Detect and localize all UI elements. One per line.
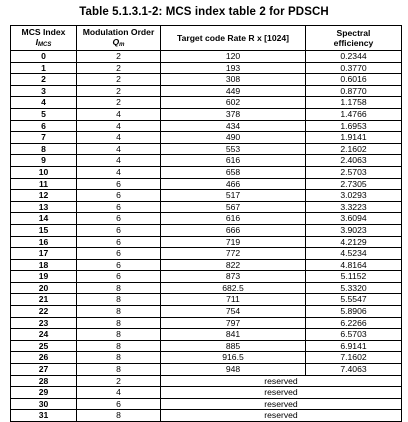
target-code-rate-cell: 948 [161, 364, 306, 376]
mcs-index-cell: 1 [11, 62, 77, 74]
header-spectral-efficiency-line2: efficiency [333, 38, 374, 48]
table-row [11, 62, 402, 74]
modulation-order-cell: 8 [77, 294, 161, 306]
table-row [11, 259, 402, 271]
modulation-order-cell: 6 [77, 398, 161, 410]
target-code-rate-cell: 754 [161, 306, 306, 318]
table-row [11, 74, 402, 86]
spectral-efficiency-cell: 6.2266 [306, 317, 402, 329]
mcs-index-cell: 0 [11, 51, 77, 63]
header-spectral-efficiency-line1: Spectral [336, 28, 371, 38]
table-row [11, 132, 402, 144]
mcs-index-cell: 10 [11, 166, 77, 178]
table-row [11, 340, 402, 352]
header-mcs-index-symbol: I [35, 36, 39, 47]
modulation-order-cell: 2 [77, 85, 161, 97]
modulation-order-cell: 8 [77, 306, 161, 318]
target-code-rate-cell: 602 [161, 97, 306, 109]
header-target-code-rate [161, 26, 306, 51]
modulation-order-cell: 6 [77, 178, 161, 190]
target-code-rate-cell: 517 [161, 190, 306, 202]
table-row [11, 282, 402, 294]
table-row [11, 306, 402, 318]
table-caption: Table 5.1.3.1-2: MCS index table 2 for PDSCH [79, 6, 329, 18]
spectral-efficiency-cell: 2.1602 [306, 143, 402, 155]
table-row [11, 201, 402, 213]
target-code-rate-cell: 666 [161, 224, 306, 236]
reserved-cell: reserved [161, 387, 402, 399]
target-code-rate-cell: 434 [161, 120, 306, 132]
mcs-index-cell: 30 [11, 398, 77, 410]
modulation-order-cell: 8 [77, 352, 161, 364]
mcs-index-cell: 17 [11, 248, 77, 260]
table-row [11, 155, 402, 167]
table-row [11, 190, 402, 202]
reserved-cell: reserved [161, 375, 402, 387]
modulation-order-cell: 4 [77, 108, 161, 120]
modulation-order-cell: 2 [77, 375, 161, 387]
table-row [11, 120, 402, 132]
modulation-order-cell: 4 [77, 132, 161, 144]
table-row [11, 85, 402, 97]
spectral-efficiency-cell: 3.3223 [306, 201, 402, 213]
header-row [11, 26, 402, 51]
table-row [11, 178, 402, 190]
modulation-order-cell: 4 [77, 143, 161, 155]
mcs-index-cell: 31 [11, 410, 77, 422]
target-code-rate-cell: 553 [161, 143, 306, 155]
table-row [11, 364, 402, 376]
table-row [11, 248, 402, 260]
spectral-efficiency-cell: 1.1758 [306, 97, 402, 109]
mcs-index-cell: 13 [11, 201, 77, 213]
target-code-rate-cell: 616 [161, 213, 306, 225]
modulation-order-cell: 8 [77, 410, 161, 422]
table-row [11, 166, 402, 178]
table-row [11, 294, 402, 306]
mcs-index-cell: 8 [11, 143, 77, 155]
modulation-order-cell: 6 [77, 190, 161, 202]
spectral-efficiency-cell: 0.3770 [306, 62, 402, 74]
mcs-index-cell: 14 [11, 213, 77, 225]
modulation-order-cell: 8 [77, 317, 161, 329]
mcs-index-cell: 5 [11, 108, 77, 120]
target-code-rate-cell: 822 [161, 259, 306, 271]
target-code-rate-cell: 719 [161, 236, 306, 248]
mcs-index-cell: 6 [11, 120, 77, 132]
modulation-order-cell: 4 [77, 166, 161, 178]
spectral-efficiency-cell: 6.5703 [306, 329, 402, 341]
table-row [11, 108, 402, 120]
mcs-index-cell: 27 [11, 364, 77, 376]
table-row [11, 375, 402, 387]
mcs-index-cell: 23 [11, 317, 77, 329]
header-modulation-order-label: Modulation Order [82, 26, 155, 37]
mcs-index-cell: 25 [11, 340, 77, 352]
modulation-order-cell: 8 [77, 329, 161, 341]
target-code-rate-cell: 193 [161, 62, 306, 74]
table-row [11, 398, 402, 410]
target-code-rate-cell: 658 [161, 166, 306, 178]
target-code-rate-cell: 567 [161, 201, 306, 213]
header-mcs-index-subscript: MCS [38, 41, 52, 48]
mcs-index-cell: 3 [11, 85, 77, 97]
spectral-efficiency-cell: 7.4063 [306, 364, 402, 376]
mcs-index-cell: 20 [11, 282, 77, 294]
table-body [11, 51, 402, 422]
table-row [11, 143, 402, 155]
spectral-efficiency-cell: 4.2129 [306, 236, 402, 248]
target-code-rate-cell: 308 [161, 74, 306, 86]
spectral-efficiency-cell: 2.7305 [306, 178, 402, 190]
modulation-order-cell: 8 [77, 364, 161, 376]
target-code-rate-cell: 378 [161, 108, 306, 120]
mcs-index-cell: 22 [11, 306, 77, 318]
modulation-order-cell: 6 [77, 248, 161, 260]
spectral-efficiency-cell: 5.1152 [306, 271, 402, 283]
modulation-order-cell: 2 [77, 74, 161, 86]
modulation-order-cell: 6 [77, 271, 161, 283]
modulation-order-cell: 6 [77, 259, 161, 271]
target-code-rate-cell: 449 [161, 85, 306, 97]
target-code-rate-cell: 682.5 [161, 282, 306, 294]
reserved-cell: reserved [161, 410, 402, 422]
mcs-index-cell: 28 [11, 375, 77, 387]
table-row [11, 236, 402, 248]
header-spectral-efficiency [306, 26, 402, 51]
target-code-rate-cell: 490 [161, 132, 306, 144]
mcs-index-cell: 4 [11, 97, 77, 109]
target-code-rate-cell: 616 [161, 155, 306, 167]
mcs-index-cell: 9 [11, 155, 77, 167]
header-mcs-index-label: MCS Index [21, 26, 66, 37]
table-row [11, 271, 402, 283]
spectral-efficiency-cell: 3.6094 [306, 213, 402, 225]
spectral-efficiency-cell: 1.6953 [306, 120, 402, 132]
modulation-order-cell: 4 [77, 387, 161, 399]
spectral-efficiency-cell: 3.9023 [306, 224, 402, 236]
mcs-index-cell: 16 [11, 236, 77, 248]
mcs-index-cell: 29 [11, 387, 77, 399]
target-code-rate-cell: 797 [161, 317, 306, 329]
modulation-order-cell: 6 [77, 236, 161, 248]
mcs-index-cell: 2 [11, 74, 77, 86]
table-row [11, 387, 402, 399]
spectral-efficiency-cell: 6.9141 [306, 340, 402, 352]
mcs-index-cell: 26 [11, 352, 77, 364]
mcs-index-table [10, 25, 402, 422]
mcs-index-cell: 15 [11, 224, 77, 236]
header-target-code-rate-label: Target code Rate R x [1024] [176, 33, 290, 43]
spectral-efficiency-cell: 2.5703 [306, 166, 402, 178]
spectral-efficiency-cell: 3.0293 [306, 190, 402, 202]
target-code-rate-cell: 466 [161, 178, 306, 190]
mcs-index-cell: 11 [11, 178, 77, 190]
modulation-order-cell: 6 [77, 224, 161, 236]
modulation-order-cell: 2 [77, 97, 161, 109]
target-code-rate-cell: 772 [161, 248, 306, 260]
table-row [11, 97, 402, 109]
header-mcs-index [11, 26, 77, 51]
spectral-efficiency-cell: 5.8906 [306, 306, 402, 318]
header-modulation-order-symbol: Q [112, 36, 120, 47]
spectral-efficiency-cell: 0.6016 [306, 74, 402, 86]
target-code-rate-cell: 711 [161, 294, 306, 306]
header-modulation-order-subscript: m [119, 41, 125, 48]
target-code-rate-cell: 885 [161, 340, 306, 352]
spectral-efficiency-cell: 5.3320 [306, 282, 402, 294]
table-row [11, 224, 402, 236]
modulation-order-cell: 2 [77, 62, 161, 74]
mcs-index-cell: 7 [11, 132, 77, 144]
modulation-order-cell: 4 [77, 155, 161, 167]
table-row [11, 213, 402, 225]
spectral-efficiency-cell: 5.5547 [306, 294, 402, 306]
spectral-efficiency-cell: 0.2344 [306, 51, 402, 63]
spectral-efficiency-cell: 1.9141 [306, 132, 402, 144]
spectral-efficiency-cell: 2.4063 [306, 155, 402, 167]
mcs-index-cell: 18 [11, 259, 77, 271]
mcs-index-cell: 24 [11, 329, 77, 341]
mcs-index-cell: 12 [11, 190, 77, 202]
header-modulation-order [77, 26, 161, 51]
mcs-index-cell: 19 [11, 271, 77, 283]
spectral-efficiency-cell: 4.8164 [306, 259, 402, 271]
table-row [11, 51, 402, 63]
modulation-order-cell: 8 [77, 282, 161, 294]
modulation-order-cell: 2 [77, 51, 161, 63]
table-row [11, 352, 402, 364]
table-row [11, 329, 402, 341]
spectral-efficiency-cell: 7.1602 [306, 352, 402, 364]
target-code-rate-cell: 841 [161, 329, 306, 341]
spectral-efficiency-cell: 1.4766 [306, 108, 402, 120]
modulation-order-cell: 6 [77, 201, 161, 213]
modulation-order-cell: 4 [77, 120, 161, 132]
table-row [11, 317, 402, 329]
target-code-rate-cell: 120 [161, 51, 306, 63]
target-code-rate-cell: 916.5 [161, 352, 306, 364]
reserved-cell: reserved [161, 398, 402, 410]
modulation-order-cell: 6 [77, 213, 161, 225]
spectral-efficiency-cell: 4.5234 [306, 248, 402, 260]
target-code-rate-cell: 873 [161, 271, 306, 283]
spectral-efficiency-cell: 0.8770 [306, 85, 402, 97]
modulation-order-cell: 8 [77, 340, 161, 352]
mcs-index-cell: 21 [11, 294, 77, 306]
